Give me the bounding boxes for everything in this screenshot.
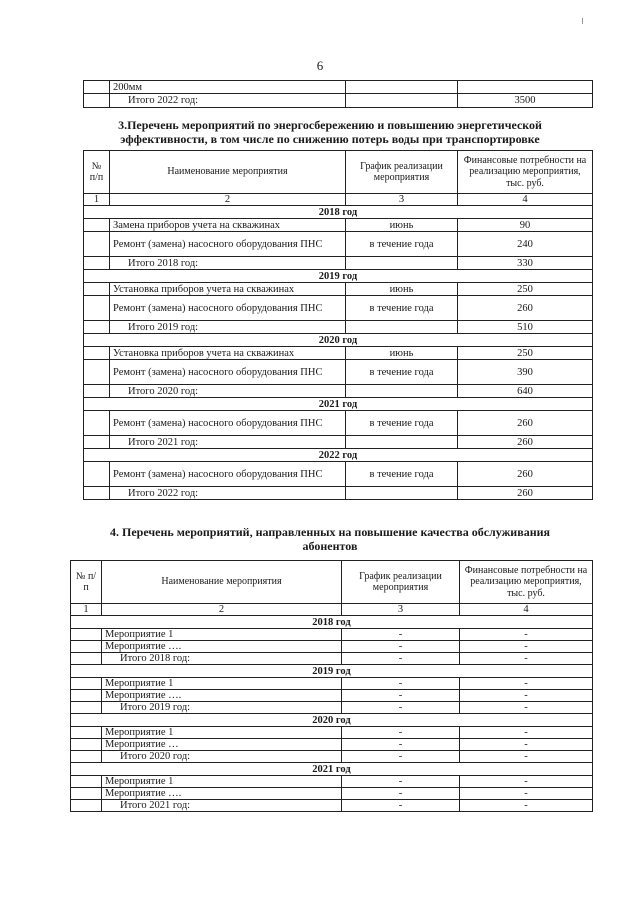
year-row: 2021 год	[71, 763, 593, 776]
page-number: 6	[316, 58, 324, 73]
header-schedule: График реализации мероприятия	[342, 561, 460, 604]
year-row: 2018 год	[71, 616, 593, 629]
table-row: Ремонт (замена) насосного оборудования ПНС в течение года 260	[84, 296, 593, 321]
table-row: Мероприятие 1 - -	[71, 678, 593, 690]
table-row	[84, 81, 593, 94]
total-row: Итого 2021 год: - -	[71, 800, 593, 812]
table-row: Ремонт (замена) насосного оборудования ПНС в течение года 240	[84, 232, 593, 257]
table-row: Ремонт (замена) насосного оборудования ПНС в течение года 260	[84, 462, 593, 487]
total-label: Итого 2022 год:	[110, 94, 346, 108]
header-finance: Финансовые потребности на реализацию мероприятия, тыс. руб.	[460, 561, 593, 604]
table-row: Ремонт (замена) насосного оборудования ПНС в течение года 390	[84, 360, 593, 385]
total-row: Итого 2019 год: 510	[84, 321, 593, 334]
total-row: Итого 2022 год: 260	[84, 487, 593, 500]
year-row: 2019 год	[71, 665, 593, 678]
year-row: 2020 год	[84, 334, 593, 347]
total-row: Итого 2020 год: - -	[71, 751, 593, 763]
table-header-row	[71, 561, 593, 604]
total-row: Итого 2020 год: 640	[84, 385, 593, 398]
table-row: Мероприятие 1 - -	[71, 727, 593, 739]
table-row: Замена приборов учета на скважинах июнь 90	[84, 219, 593, 232]
section-3-title: 3.Перечень мероприятий по энергосбережению и повышению энергетической эффективности, в том числе по снижению потерь воды при транспортировке	[118, 118, 542, 146]
header-num: № п/п	[71, 561, 102, 604]
table-row: Мероприятие …. - -	[71, 788, 593, 800]
header-schedule: График реализации мероприятия	[346, 151, 458, 194]
table-row: Мероприятие …. - -	[71, 641, 593, 653]
table-row: Установка приборов учета на скважинах июнь 250	[84, 347, 593, 360]
section-4-table	[70, 560, 593, 812]
table-row: Ремонт (замена) насосного оборудования ПНС в течение года 260	[84, 411, 593, 436]
year-row: 2020 год	[71, 714, 593, 727]
table-row: Мероприятие … - -	[71, 739, 593, 751]
table-row: Мероприятие 1 - -	[71, 776, 593, 788]
section-3-table	[83, 150, 593, 500]
column-numbers-row: 1 2 3 4	[84, 194, 593, 206]
header-name: Наименование мероприятия	[110, 151, 346, 194]
table-row: Мероприятие 1 - -	[71, 629, 593, 641]
header-finance: Финансовые потребности на реализацию мероприятия, тыс. руб.	[458, 151, 593, 194]
table-row: Мероприятие …. - -	[71, 690, 593, 702]
header-name: Наименование мероприятия	[102, 561, 342, 604]
column-numbers-row: 1 2 3 4	[71, 604, 593, 616]
table-row	[84, 94, 593, 108]
total-row: Итого 2018 год: - -	[71, 653, 593, 665]
scan-mark	[582, 18, 583, 24]
total-row: Итого 2021 год: 260	[84, 436, 593, 449]
year-row: 2019 год	[84, 270, 593, 283]
year-row: 2022 год	[84, 449, 593, 462]
table-header-row	[84, 151, 593, 194]
row-name: 200мм	[110, 81, 346, 94]
table-row: Установка приборов учета на скважинах июнь 250	[84, 283, 593, 296]
section-4-title: 4. Перечень мероприятий, направленных на повышение качества обслуживания абонентов	[109, 525, 551, 553]
header-num: № п/п	[84, 151, 110, 194]
total-amount: 3500	[458, 94, 593, 108]
year-row: 2018 год	[84, 206, 593, 219]
top-continuation-table	[83, 80, 593, 108]
total-row: Итого 2018 год: 330	[84, 257, 593, 270]
year-row: 2021 год	[84, 398, 593, 411]
total-row: Итого 2019 год: - -	[71, 702, 593, 714]
